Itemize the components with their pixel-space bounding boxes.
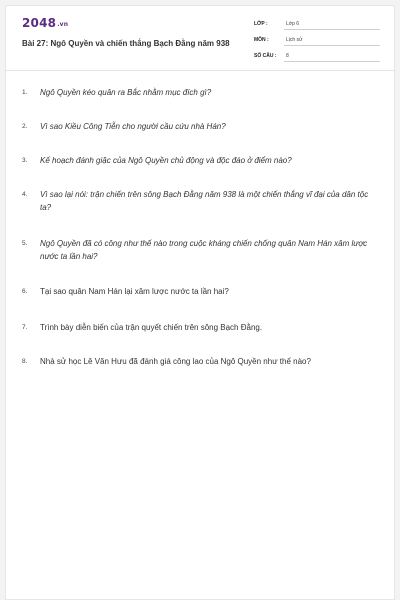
question-text: Tại sao quân Nam Hán lại xâm lược nước ta lần hai?	[40, 287, 229, 296]
question-item	[22, 86, 372, 99]
meta-value: 8	[284, 53, 380, 62]
lesson-title: Bài 27: Ngô Quyền và chiến thắng Bạch Đằng năm 938	[22, 39, 230, 48]
meta-row-question-count	[254, 50, 380, 64]
meta-label: MÔN :	[254, 37, 269, 43]
question-text: Vì sao Kiều Công Tiễn cho người cầu cứu nhà Hán?	[40, 122, 226, 131]
question-item	[22, 285, 372, 298]
question-number: 2.	[22, 123, 28, 130]
question-item	[22, 120, 372, 133]
question-item	[22, 237, 372, 263]
header-divider	[6, 70, 394, 71]
question-text: Trình bày diễn biến của trận quyết chiến trên sông Bạch Đằng.	[40, 323, 263, 332]
question-text: Nhà sử học Lê Văn Hưu đã đánh giá công lao của Ngô Quyền như thế nào?	[40, 357, 311, 366]
question-item	[22, 321, 372, 334]
meta-row-subject	[254, 34, 380, 48]
question-text: Ngô Quyền đã có công như thế nào trong cuộc kháng chiến chống quân Nam Hán xâm lược nước ta lần hai?	[40, 239, 368, 261]
worksheet-meta	[254, 18, 380, 66]
question-text: Vì sao lại nói: trận chiến trên sông Bạch Đằng năm 938 là một chiến thắng vĩ đại của dân tộc ta?	[40, 190, 369, 212]
meta-value: Lớp 6	[284, 21, 380, 30]
meta-row-grade	[254, 18, 380, 32]
question-number: 8.	[22, 358, 28, 365]
meta-label: SỐ CÂU :	[254, 53, 277, 59]
question-number: 6.	[22, 288, 28, 295]
question-item	[22, 188, 372, 214]
question-item	[22, 154, 372, 167]
question-number: 1.	[22, 89, 28, 96]
logo-tld: .vn	[57, 21, 69, 28]
site-logo[interactable]	[22, 16, 68, 30]
question-number: 5.	[22, 240, 28, 247]
question-item	[22, 355, 372, 368]
question-number: 4.	[22, 191, 28, 198]
question-text: Kế hoạch đánh giặc của Ngô Quyền chủ động và độc đáo ở điểm nào?	[40, 156, 292, 165]
question-number: 7.	[22, 324, 28, 331]
worksheet	[5, 5, 395, 600]
question-text: Ngô Quyền kéo quân ra Bắc nhằm mục đích gì?	[40, 88, 212, 97]
meta-label: LỚP :	[254, 21, 268, 27]
logo-brand: 2048	[22, 16, 57, 30]
meta-value: Lịch sử	[284, 37, 380, 46]
worksheet-header	[6, 6, 394, 70]
question-number: 3.	[22, 157, 28, 164]
